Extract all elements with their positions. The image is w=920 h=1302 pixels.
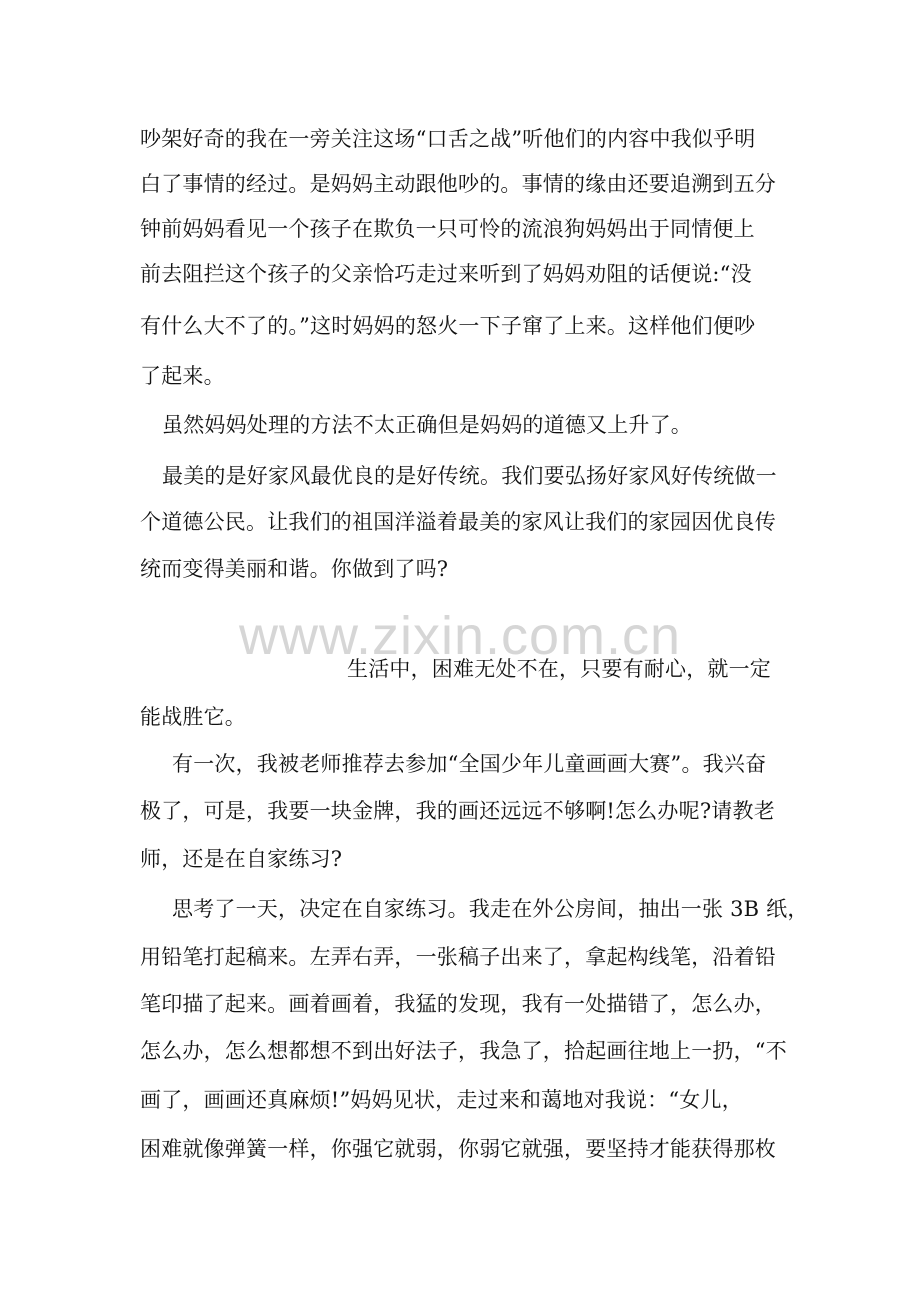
paragraph-line: 极了，可是，我要一块金牌，我的画还远远不够啊!怎么办呢?请教老 (140, 799, 775, 823)
paragraph-line: 用铅笔打起稿来。左弄右弄，一张稿子出来了，拿起构线笔，沿着铅 (140, 945, 776, 969)
paragraph-line: 生活中，困难无处不在，只要有耐心，就一定 (347, 657, 771, 681)
paragraph-line: 了起来。 (140, 364, 225, 388)
paragraph-line: 画了，画画还真麻烦!”妈妈见状，走过来和蔼地对我说：“女儿， (140, 1088, 743, 1112)
paragraph-line: 虽然妈妈处理的方法不太正确但是妈妈的道德又上升了。 (162, 413, 692, 437)
paragraph-line: 困难就像弹簧一样，你强它就弱，你弱它就强，要坚持才能获得那枚 (140, 1137, 776, 1161)
paragraph-line: 有什么大不了的。”这时妈妈的怒火一下子窜了上来。这样他们便吵 (140, 314, 756, 338)
paragraph-line: 白了事情的经过。是妈妈主动跟他吵的。事情的缘由还要追溯到五分 (140, 172, 776, 196)
paragraph-line: 最美的是好家风最优良的是好传统。我们要弘扬好家风好传统做一 (162, 464, 777, 488)
paragraph-line: 个道德公民。让我们的祖国洋溢着最美的家风让我们的家园因优良传 (140, 510, 776, 534)
paragraph-line: 统而变得美丽和谐。你做到了吗? (140, 557, 449, 581)
paragraph-line: 钟前妈妈看见一个孩子在欺负一只可怜的流浪狗妈妈出于同情便上 (140, 217, 755, 241)
paragraph-line: 吵架好奇的我在一旁关注这场“口舌之战”听他们的内容中我似乎明 (140, 127, 756, 151)
paragraph-line: 有一次，我被老师推荐去参加“全国少年儿童画画大赛”。我兴奋 (172, 752, 767, 776)
paragraph-line: 怎么办，怎么想都想不到出好法子，我急了，拾起画往地上一扔，“不 (140, 1039, 787, 1063)
paragraph-line: 师，还是在自家练习? (140, 847, 343, 871)
paragraph-line: 前去阻拦这个孩子的父亲恰巧走过来听到了妈妈劝阻的话便说:“没 (140, 262, 752, 286)
paragraph-line: 能战胜它。 (140, 705, 246, 729)
paragraph-line: 笔印描了起来。画着画着，我猛的发现，我有一处描错了，怎么办， (140, 992, 776, 1016)
watermark: www.zixin.com.cn (238, 606, 682, 666)
paragraph-line: 思考了一天，决定在自家练习。我走在外公房间，抽出一张 3B 纸， (172, 897, 809, 921)
